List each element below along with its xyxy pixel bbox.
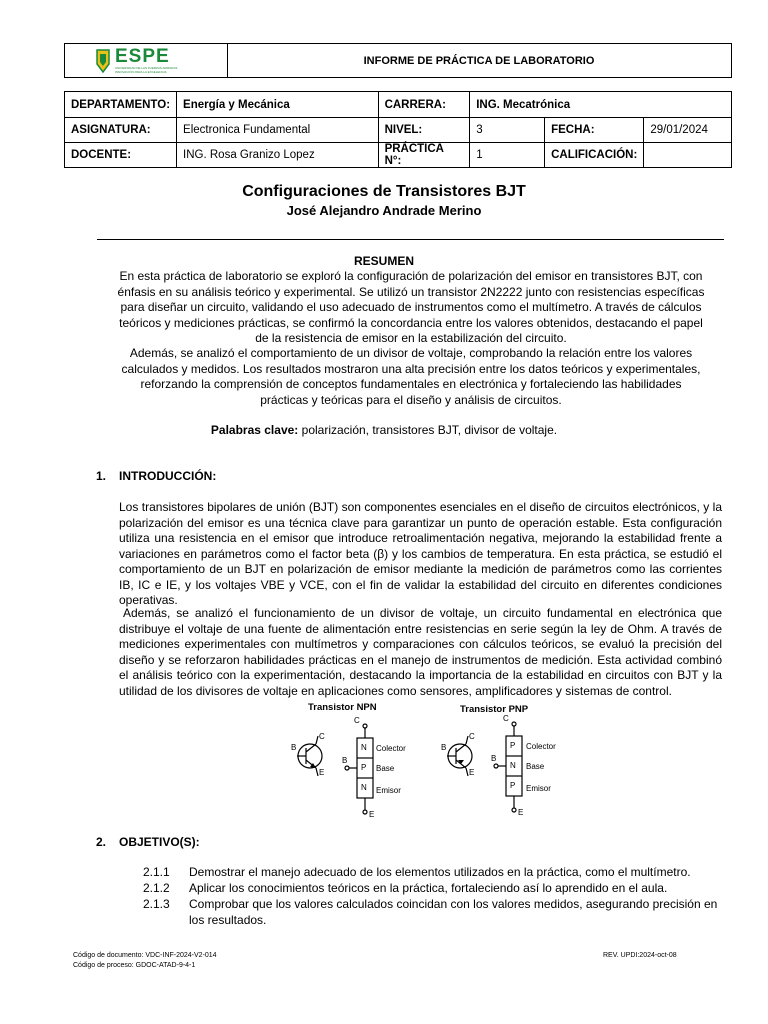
resumen-paragraph-1: En esta práctica de laboratorio se exploró la configuración de polarización del emisor en transistores BJT, con énfasis en su análisis teórico y experimental. Se utilizó un transistor 2N2222 junto con resistencias específicas para diseñar un circuito, validando el uso adecuado de instrumentos como el multímetro. A través de cálculos teóricos y mediciones prácticas, se confirmó la concordancia entre los valores obtenidos, destacando el papel de la resistencia de emisor en la estabilización del circuito. xyxy=(117,269,705,345)
title-divider xyxy=(97,239,724,240)
espe-logo xyxy=(65,44,228,77)
pnp-stack-e: E xyxy=(518,808,524,817)
npn-stack-c: C xyxy=(354,716,360,725)
footer-revision: REV. UPDI:2024-oct-08 xyxy=(603,952,677,959)
npn-layer: N xyxy=(361,783,367,792)
nivel-value: 3 xyxy=(470,118,545,143)
asignatura-value: Electronica Fundamental xyxy=(177,118,379,143)
npn-pin-e: E xyxy=(319,768,325,777)
departamento-value: Energía y Mecánica xyxy=(177,92,379,118)
pnp-base-label: Base xyxy=(526,762,545,771)
practica-value: 1 xyxy=(470,143,545,168)
pnp-layer: N xyxy=(510,761,516,770)
asignatura-label: ASIGNATURA: xyxy=(65,118,177,143)
docente-label: DOCENTE: xyxy=(65,143,177,168)
fecha-label: FECHA: xyxy=(545,118,644,143)
npn-layer: P xyxy=(361,763,367,772)
npn-pin-b: B xyxy=(291,743,297,752)
intro-paragraph-2: Además, se analizó el funcionamiento de un divisor de voltaje, un circuito fundamental en electrónica que distribuye el voltaje de una fuente de alimentación entre resistencias en serie según la ley de Ohm. A través de mediciones experimentales con multímetros y comparaciones con cálculos teóricos, se evaluó la precisión del diseño y se reforzaron habilidades prácticas en el manejo de instrumentos de medición. Esta actividad combinó el análisis teórico con la experimentación, destacando la importancia de la estabilidad en circuitos con BJT y la utilidad de los divisores de voltaje en aplicaciones como sensores, amplificadores y sistemas de control. xyxy=(119,606,722,698)
carrera-value: ING. Mecatrónica xyxy=(470,92,732,118)
transistor-figure xyxy=(280,700,580,822)
pnp-collector-label: Colector xyxy=(526,742,556,751)
document-author: José Alejandro Andrade Merino xyxy=(286,203,482,218)
objetivos-heading: OBJETIVO(S): xyxy=(119,835,200,849)
pnp-emitter-label: Emisor xyxy=(526,784,551,793)
npn-layer: N xyxy=(361,743,367,752)
resumen-heading: RESUMEN xyxy=(353,254,414,268)
intro-number: 1. xyxy=(96,469,107,483)
objective-text: Comprobar que los valores calculados coincidan con los valores medidos, asegurando precisión en los resultados. xyxy=(189,897,718,927)
pnp-layer: P xyxy=(510,781,516,790)
departamento-label: DEPARTAMENTO: xyxy=(65,92,177,118)
resumen-paragraph-2: Además, se analizó el comportamiento de un divisor de voltaje, comprobando la relación entre los valores calculados y medidos. Los resultados mostraron una alta precisión entre los datos teóricos y experimentales, reforzando la comprensión de conceptos fundamentales en electrónica y fortaleciendo las habilidades prácticas y teóricas para el diseño y análisis de circuitos. xyxy=(121,346,701,407)
npn-base-label: Base xyxy=(376,764,395,773)
npn-stack-b: B xyxy=(342,756,348,765)
docente-value: ING. Rosa Granizo Lopez xyxy=(177,143,379,168)
objective-number: 2.1.2 xyxy=(143,881,170,895)
npn-collector-label: Colector xyxy=(376,744,406,753)
objective-number: 2.1.3 xyxy=(143,897,170,911)
document-header xyxy=(64,43,732,78)
info-table xyxy=(64,91,732,168)
intro-heading: INTRODUCCIÓN: xyxy=(119,469,217,483)
npn-title: Transistor NPN xyxy=(308,702,377,713)
fecha-value: 29/01/2024 xyxy=(644,118,732,143)
pnp-pin-c: C xyxy=(469,732,475,741)
info-row xyxy=(65,92,732,118)
nivel-label: NIVEL: xyxy=(378,118,470,143)
pnp-pin-b: B xyxy=(441,743,447,752)
keywords-value: polarización, transistores BJT, divisor de voltaje. xyxy=(301,423,558,437)
footer-process-code: Código de proceso: GDOC-ATAD-9-4-1 xyxy=(73,962,196,969)
pnp-stack-c: C xyxy=(503,714,509,723)
calificacion-label: CALIFICACIÓN: xyxy=(545,143,644,168)
footer-doc-code: Código de documento: VDC-INF-2024-V2-014 xyxy=(73,952,217,959)
npn-pin-c: C xyxy=(319,732,325,741)
keywords-label: Palabras clave: xyxy=(210,423,299,437)
objective-number: 2.1.1 xyxy=(143,865,170,879)
pnp-layer: P xyxy=(510,741,516,750)
objective-text: Aplicar los conocimientos teóricos en la práctica, fortaleciendo así lo aprendido en el aula. xyxy=(189,881,668,895)
logo-text: ESPE xyxy=(115,46,170,67)
npn-emitter-label: Emisor xyxy=(376,786,401,795)
pnp-pin-e: E xyxy=(469,768,475,777)
npn-stack-e: E xyxy=(369,810,375,819)
transistor-diagrams xyxy=(280,700,580,822)
document-title: Configuraciones de Transistores BJT xyxy=(242,183,526,200)
objetivos-number: 2. xyxy=(96,835,107,849)
calificacion-value xyxy=(644,143,732,168)
logo-tagline: INNOVACIÓN PARA LA EXCELENCIA xyxy=(115,70,167,74)
practica-label: PRÁCTICA N°: xyxy=(378,143,470,168)
intro-paragraph-1: Los transistores bipolares de unión (BJT) son componentes esenciales en el diseño de circuitos electrónicos, y la polarización del emisor es una técnica clave para garantizar un punto de operación estable. Esta configuración utiliza una resistencia en el emisor que introduce retroalimentación negativa, mejorando la estabilidad frente a variaciones en parámetros como el factor beta (β) y los cambios de temperatura. En esta práctica, se estudió el comportamiento de un BJT en polarización de emisor mediante la medición de parámetros como las corrientes IB, IC e IE, y los voltajes VBE y VCE, con el fin de validar la estabilidad del circuito en diferentes condiciones operativas. xyxy=(119,500,722,607)
info-row xyxy=(65,143,732,168)
logo-subtext: UNIVERSIDAD DE LAS FUERZAS ARMADAS xyxy=(115,66,178,70)
info-row xyxy=(65,118,732,143)
keywords-line xyxy=(0,423,768,439)
pnp-title: Transistor PNP xyxy=(460,704,529,715)
pnp-stack-b: B xyxy=(491,754,497,763)
report-title: INFORME DE PRÁCTICA DE LABORATORIO xyxy=(363,54,595,67)
objective-text: Demostrar el manejo adecuado de los elementos utilizados en la práctica, como el multímetro. xyxy=(189,865,691,879)
carrera-label: CARRERA: xyxy=(378,92,470,118)
